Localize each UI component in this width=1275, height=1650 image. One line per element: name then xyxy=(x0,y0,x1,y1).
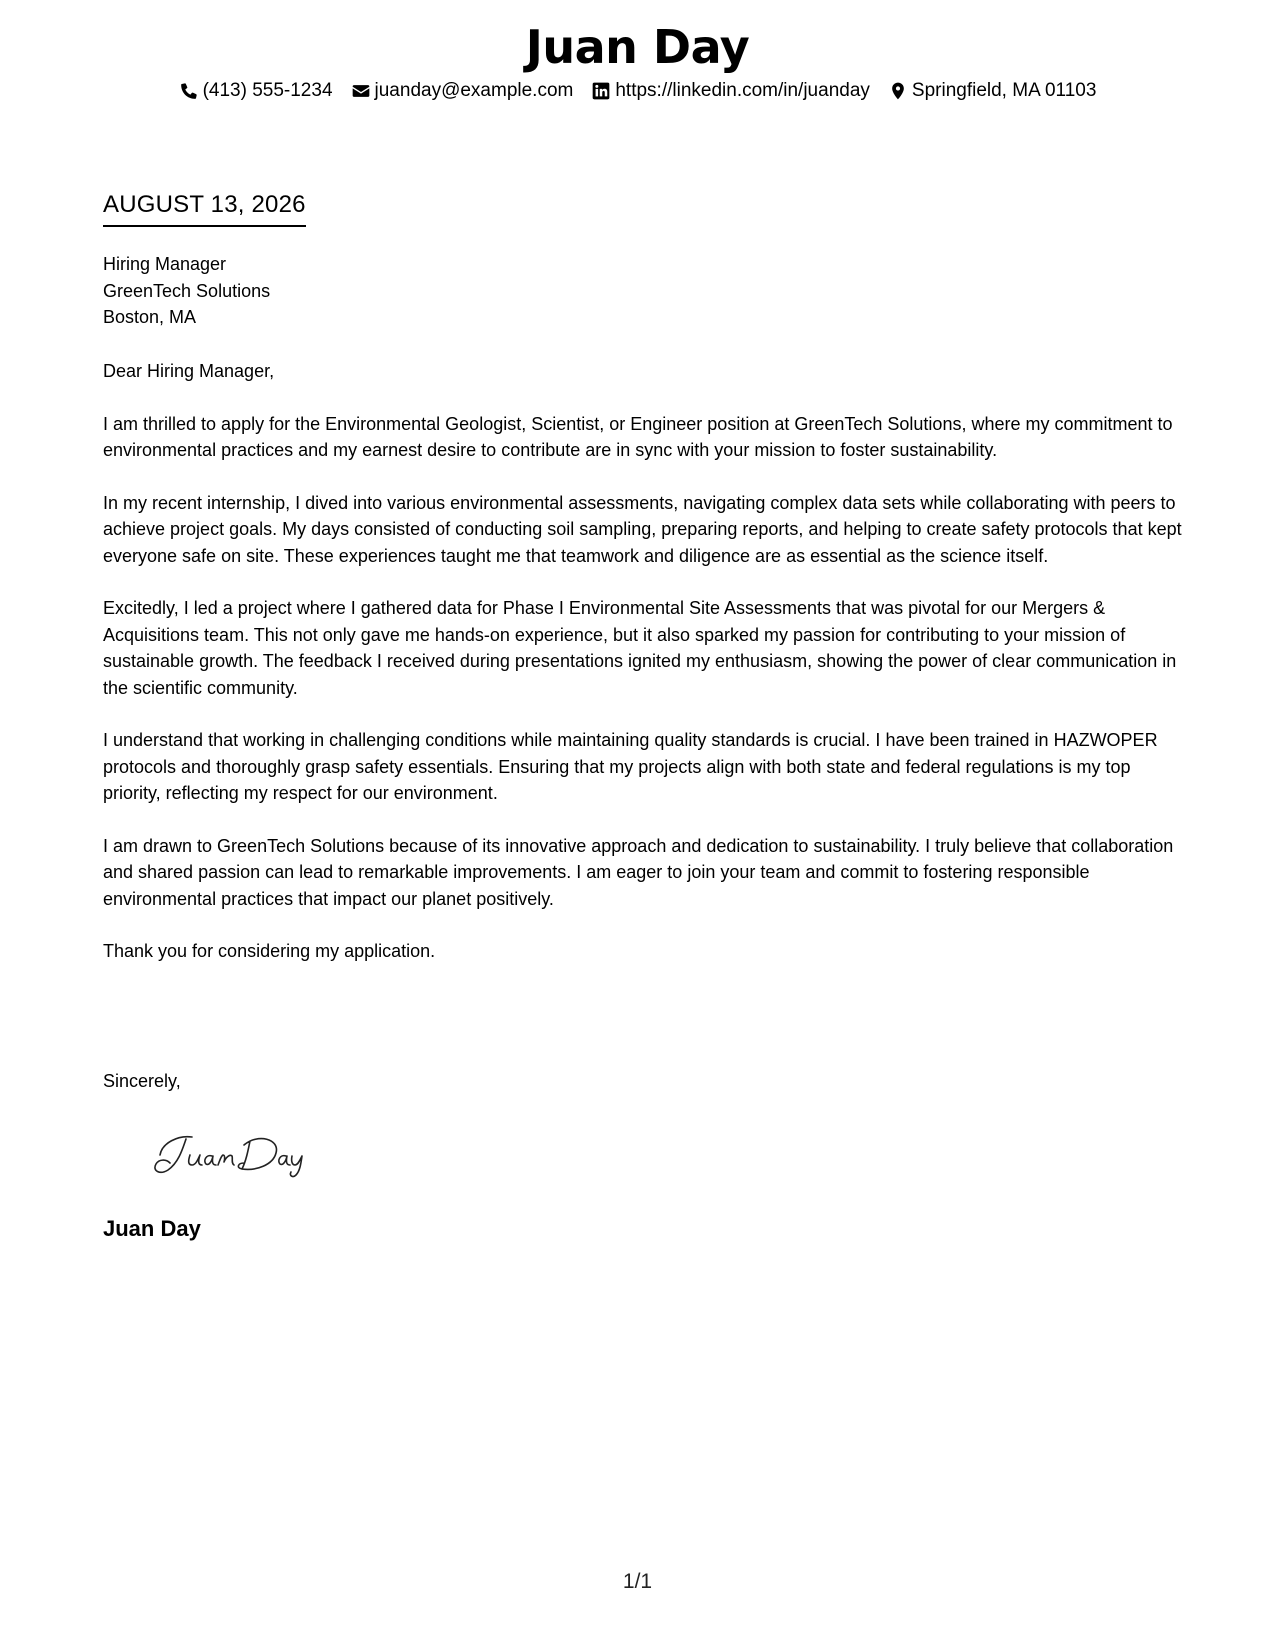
salutation: Dear Hiring Manager, xyxy=(103,361,275,381)
signer-name: Juan Day xyxy=(103,1216,201,1241)
contact-email[interactable] xyxy=(351,80,574,102)
recipient-company: GreenTech Solutions xyxy=(103,280,271,301)
envelope-icon xyxy=(351,81,371,101)
body-paragraph: I am drawn to GreenTech Solutions because of its innovative approach and dedication to sustainability. I truly believe that collaboration and shared passion can lead to remarkable improvements. I am eager to join your team and commit to fostering responsible environmental practices that impact our planet positively. xyxy=(103,835,1174,909)
letter-date: AUGUST 13, 2026 xyxy=(103,191,306,227)
phone-icon xyxy=(179,81,199,101)
body-paragraph: I am thrilled to apply for the Environmental Geologist, Scientist, or Engineer position at GreenTech Solutions, where my commitment to environmental practices and my earnest desire to contribute are in sync with your mission to foster sustainability. xyxy=(103,413,1173,460)
letter-body xyxy=(103,358,1183,991)
applicant-name: Juan Day xyxy=(525,20,750,74)
recipient-location: Boston, MA xyxy=(103,307,197,327)
contact-location xyxy=(888,80,1097,102)
linkedin-text[interactable]: https://linkedin.com/in/juanday xyxy=(615,80,870,101)
recipient-block xyxy=(103,251,270,331)
contact-phone xyxy=(179,80,333,102)
location-text: Springfield, MA 01103 xyxy=(911,80,1097,101)
handwritten-signature xyxy=(148,1125,328,1181)
body-paragraph: I understand that working in challenging conditions while maintaining quality standards is crucial. I have been trained in HAZWOPER protocols and thoroughly grasp safety essentials. Ensuring that my projects align with both state and federal regulations is my top priority, reflecting my respect for our environment. xyxy=(103,730,1158,803)
linkedin-icon xyxy=(591,81,611,101)
map-pin-icon xyxy=(888,81,908,101)
closing: Sincerely, xyxy=(103,1071,181,1091)
contact-linkedin[interactable] xyxy=(591,80,870,102)
body-paragraph: Excitedly, I led a project where I gathered data for Phase I Environmental Site Assessments that was pivotal for our Mergers & Acquisitions team. This not only gave me hands-on experience, but it also sparked my passion for contributing to your mission of sustainable growth. The feedback I received during presentations ignited my enthusiasm, showing the power of clear communication in the scientific community. xyxy=(103,598,1177,698)
contact-bar xyxy=(0,80,1275,102)
thank-you-line: Thank you for considering my application. xyxy=(103,941,436,961)
recipient-title: Hiring Manager xyxy=(103,254,227,274)
page-indicator: 1/1 xyxy=(622,1570,653,1593)
email-text[interactable]: juanday@example.com xyxy=(374,80,574,101)
body-paragraph: In my recent internship, I dived into various environmental assessments, navigating complex data sets while collaborating with peers to achieve project goals. My days consisted of conducting soil sampling, preparing reports, and helping to create safety protocols that kept everyone safe on site. These experiences taught me that teamwork and diligence are as essential as the science itself. xyxy=(103,492,1182,566)
phone-text: (413) 555-1234 xyxy=(202,80,333,101)
